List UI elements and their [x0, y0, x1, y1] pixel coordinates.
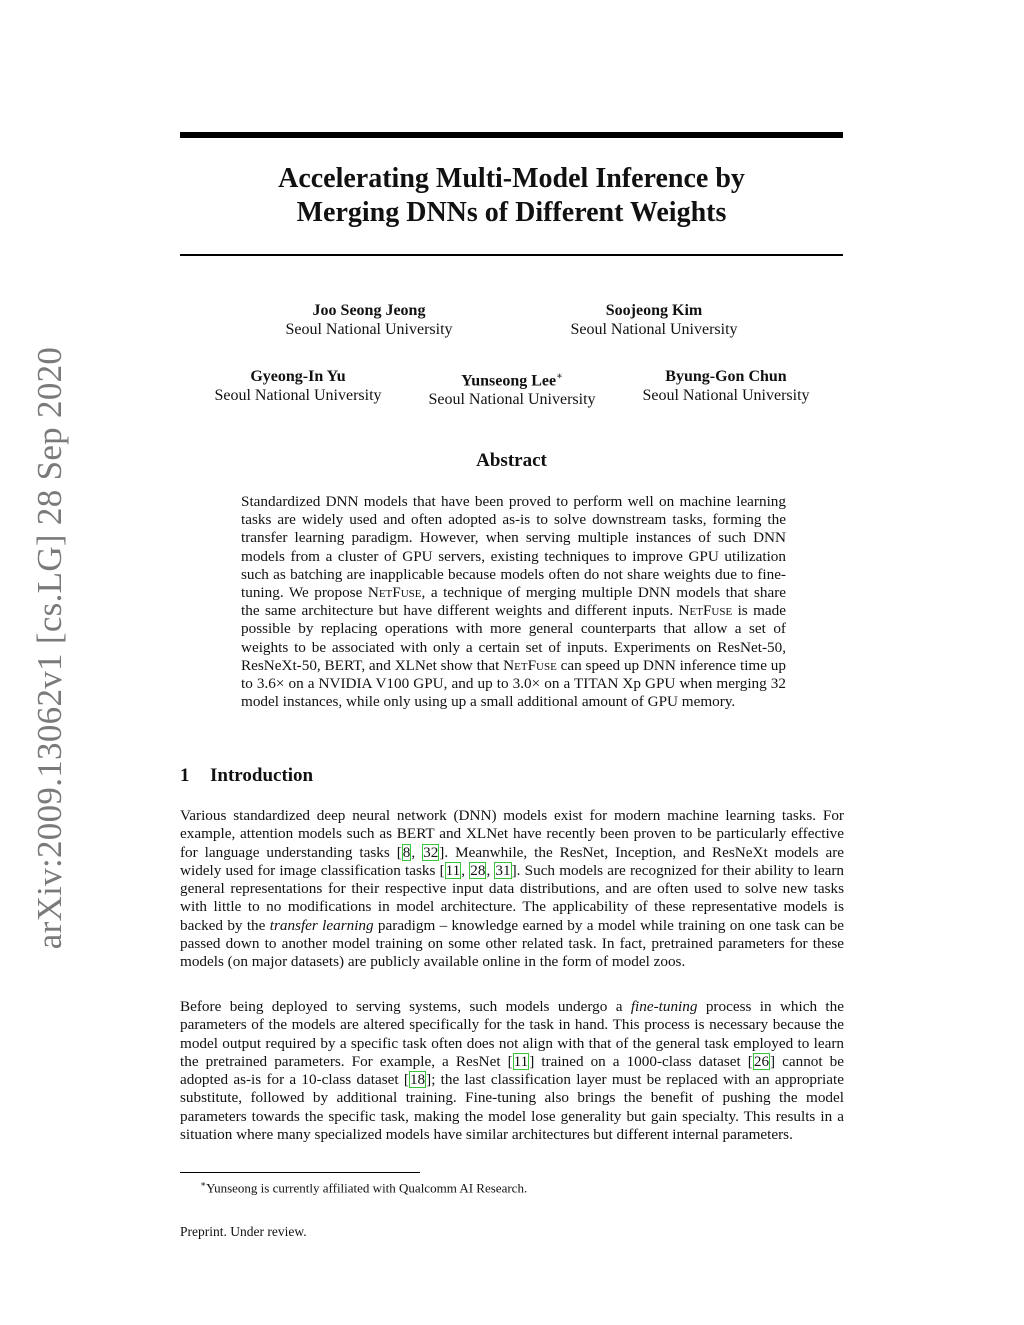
author-name: Byung-Gon Chun — [665, 368, 787, 385]
footnote-mark: ∗ — [200, 1179, 207, 1189]
title-line-2: Merging DNNs of Different Weights — [296, 197, 727, 228]
title-top-rule — [180, 132, 843, 138]
system-name: NetFuse — [678, 602, 733, 620]
author-affiliation: Seoul National University — [642, 387, 810, 404]
footnote-rule — [180, 1172, 420, 1173]
citation-group: [26] — [747, 1052, 776, 1070]
abstract-heading: Abstract — [476, 450, 547, 471]
author-affiliation: Seoul National University — [570, 321, 738, 338]
abstract-body — [241, 493, 786, 711]
citation-group: [8, 32] — [396, 843, 445, 861]
paragraph-text: . Such models are recognized for their ability to learn general representations for their respective input data distributions, and are often used to solve new tasks with little to no modifications in model architecture. The applicability of these representative models is backed by the — [180, 861, 845, 934]
citation-link[interactable]: 26 — [753, 1052, 770, 1070]
emphasis-text: fine-tuning — [630, 998, 698, 1015]
section-number: 1 — [180, 765, 190, 786]
citation-link[interactable]: 28 — [470, 861, 486, 879]
citation-group: [11, 28, 31] — [439, 861, 517, 879]
paragraph-text: . Meanwhile, the ResNet, Inception, and ResNeXt models are widely used for image classification tasks — [180, 843, 844, 879]
paragraph-text: cannot be adopted as-is for a 10-class dataset — [180, 1052, 844, 1089]
citation-link[interactable]: 11 — [445, 861, 461, 879]
author-affiliation: Seoul National University — [285, 321, 453, 338]
abstract-text: Standardized DNN models that have been proved to perform well on machine learning tasks are widely used and often adopted as-is to solve downstream tasks, forming the transfer learning paradigm. However, when serving multiple instances of such DNN models from a cluster of GPU servers, existing techniques to improve GPU utilization such as batching are inapplicable because models often do not share weights due to fine-tuning. We propose — [241, 493, 786, 602]
abstract-text: is made possible by replacing operations with more general counterparts that allow a set of weights to be associated with only a certain set of inputs. Experiments on ResNet-50, ResNeXt-50, BERT, and XLNet show that — [241, 602, 786, 674]
author-block — [188, 367, 408, 405]
system-name: NetFuse — [503, 656, 557, 674]
author-affiliation: Seoul National University — [428, 391, 596, 409]
footnote-mark[interactable]: ∗ — [556, 371, 563, 382]
citation-link[interactable]: 18 — [409, 1071, 426, 1089]
paragraph-text: ; the last classification layer must be replaced with an appropriate substitute, followed by additional training. Fine-tuning also brings the benefit of pushing the model parameters towards the specific task, making the model lose generality but gain specialty. This results in a situation where many specialized models have similar architectures but different internal parameters. — [180, 1071, 844, 1144]
author-block — [616, 367, 836, 405]
paragraph-text: process in which the parameters of the models are altered specifically for the task in hand. This process is necessary because the model output required by a specific task often does not align with that of the general task employed to learn the pretrained parameters. For example, a ResNet — [180, 998, 844, 1070]
title-bottom-rule — [180, 254, 843, 256]
intro-paragraph-1 — [180, 807, 844, 972]
section-title: Introduction — [210, 765, 314, 786]
emphasis-text: transfer learning — [269, 916, 374, 934]
system-name: NetFuse — [367, 584, 422, 602]
abstract-text: , a technique of merging multiple DNN models that share the same architecture but have different weights and different inputs. — [241, 584, 786, 620]
footnote-text: Yunseong is currently affiliated with Qualcomm AI Research. — [206, 1180, 528, 1196]
title-line-1: Accelerating Multi-Model Inference by — [278, 163, 745, 194]
paragraph-text: paradigm – knowledge earned by a model while training on one task can be passed down to another model training on some other related task. In fact, pretrained parameters for these models (on major datasets) are publicly available online in the form of model zoos. — [180, 916, 844, 971]
paragraph-text: Before being deployed to serving systems, such models undergo a — [180, 998, 631, 1015]
citation-link[interactable]: 31 — [495, 861, 511, 879]
arxiv-stamp: arXiv:2009.13062v1 [cs.LG] 28 Sep 2020 — [30, 346, 69, 950]
author-name-text: Yunseong Lee — [461, 372, 557, 390]
citation-link[interactable]: 11 — [513, 1052, 529, 1070]
abstract-text: can speed up DNN inference time up to 3.6× on a NVIDIA V100 GPU, and up to 3.0× on a TITAN Xp GPU when merging 32 model instances, while only using up a small additional amount of GPU memory. — [241, 656, 786, 711]
paper-title — [180, 162, 843, 230]
citation-link[interactable]: 32 — [423, 843, 439, 861]
author-name: Gyeong-In Yu — [250, 368, 346, 385]
section-heading — [180, 765, 313, 787]
paragraph-text: Various standardized deep neural network (DNN) models exist for modern machine learning tasks. For example, attention models such as BERT and XLNet have recently been proven to be particularly effective for language understanding tasks — [180, 807, 844, 861]
citation-group: [18] — [403, 1071, 432, 1089]
author-name: Soojeong Kim — [605, 302, 703, 319]
author-name: Joo Seong Jeong — [312, 302, 426, 319]
author-affiliation: Seoul National University — [214, 387, 382, 404]
author-name — [402, 367, 622, 390]
citation-group: [11] — [507, 1052, 535, 1070]
footnote — [180, 1176, 840, 1196]
preprint-note: Preprint. Under review. — [180, 1224, 307, 1239]
intro-paragraph-2 — [180, 998, 844, 1144]
citation-link[interactable]: 8 — [402, 843, 411, 861]
author-block — [402, 367, 622, 409]
author-block — [259, 301, 479, 339]
paragraph-text: trained on a 1000-class dataset — [534, 1052, 748, 1070]
author-block — [544, 301, 764, 339]
